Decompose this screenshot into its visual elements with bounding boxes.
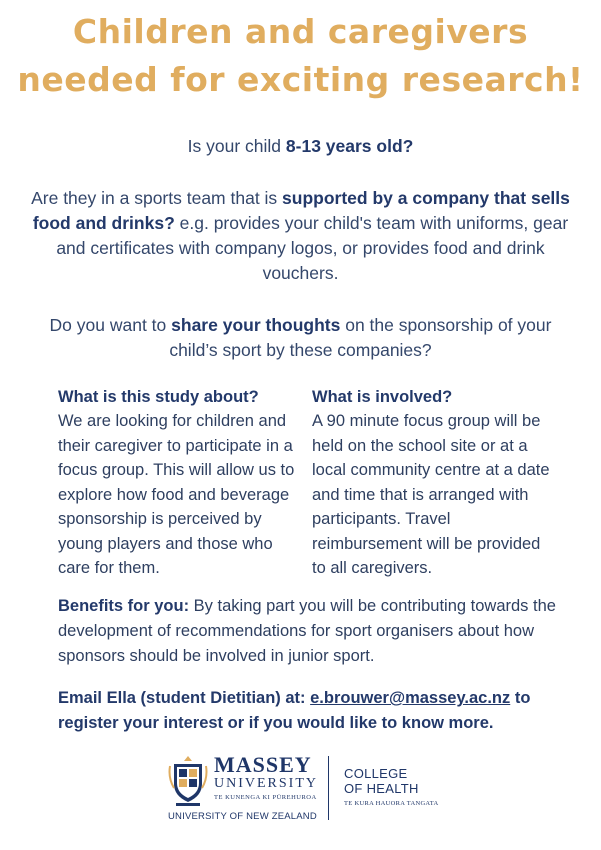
sponsor-suffix: e.g. provides your child's team with uniforms, gear and certificates with company logos, or provides food and drink vouchers. [56, 213, 569, 283]
massey-crest-icon [168, 752, 208, 808]
sponsor-question [30, 186, 571, 286]
college-maori-name: TE KURA HAUORA TANGATA [344, 800, 439, 807]
share-bold: share your thoughts [171, 315, 341, 335]
university-of-new-zealand: UNIVERSITY OF NEW ZEALAND [168, 811, 317, 822]
flyer-title [0, 8, 601, 104]
age-prefix: Is your child [187, 136, 286, 156]
sponsor-prefix: Are they in a sports team that is [31, 188, 283, 208]
contact-suffix: to register your interest or if you would like to know more. [58, 689, 531, 732]
sponsor-bold: supported by a company that sells food and drinks? [32, 188, 570, 233]
college-line-2: OF HEALTH [344, 781, 419, 796]
massey-wordmark: MASSEY [214, 752, 312, 777]
email-link[interactable]: e.brouwer@massey.ac.nz [310, 689, 511, 707]
college-of-health [344, 766, 419, 796]
age-question [30, 134, 571, 159]
study-section [58, 385, 296, 581]
share-question [30, 313, 571, 363]
benefits-label: Benefits for you: [58, 597, 190, 615]
contact-section [58, 686, 568, 736]
involved-section [312, 385, 552, 581]
title-line-2: needed for exciting research! [17, 60, 584, 99]
footer-logos [168, 752, 468, 824]
benefits-section [58, 594, 558, 669]
title-line-1: Children and caregivers [72, 12, 529, 51]
age-range: 8-13 years old? [285, 136, 414, 156]
college-line-1: COLLEGE [344, 766, 408, 781]
logo-divider [328, 756, 329, 820]
share-suffix: on the sponsorship of your child’s sport by these companies? [169, 315, 552, 360]
study-heading: What is this study about? [58, 388, 259, 406]
massey-tagline: TE KUNENGA KI PŪREHUROA [214, 794, 317, 801]
share-prefix: Do you want to [49, 315, 172, 335]
university-wordmark: UNIVERSITY [214, 776, 318, 791]
contact-prefix: Email Ella (student Dietitian) at: [58, 689, 311, 707]
study-body: We are looking for children and their caregiver to participate in a focus group. This will allow us to explore how food and beverage sponsorship is perceived by young players and those who care for them. [58, 412, 295, 577]
involved-body: A 90 minute focus group will be held on the school site or at a local community centre at a date and time that is arranged with participants. Travel reimbursement will be provided to all caregivers. [312, 412, 550, 577]
involved-heading: What is involved? [312, 388, 453, 406]
benefits-body: By taking part you will be contributing towards the development of recommendations for sport organisers about how sponsors should be involved in junior sport. [58, 597, 556, 665]
